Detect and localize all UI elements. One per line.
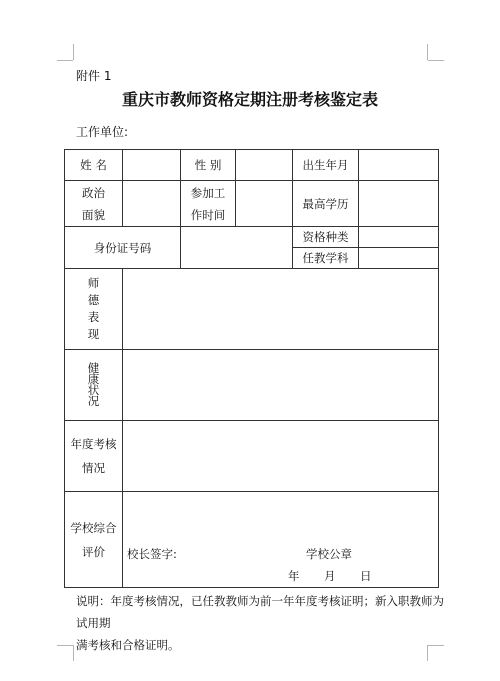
row-school-evaluation (65, 492, 439, 588)
row-ethics (65, 269, 439, 350)
ethics-char: 德 (87, 293, 100, 307)
explanation-note (76, 590, 446, 656)
health-char: 康 (87, 372, 100, 386)
political-label-line1: 政治 (82, 185, 105, 200)
work-start-value-cell[interactable] (236, 181, 293, 227)
annual-label-line2: 情况 (82, 461, 105, 475)
attachment-label: 附件 1 (76, 69, 112, 83)
annual-content-cell[interactable] (123, 421, 439, 492)
work-unit-label: 工作单位: (76, 125, 129, 139)
ethics-char: 师 (87, 276, 100, 290)
evaluation-label-line2: 评价 (82, 544, 105, 559)
gender-value-cell[interactable] (236, 150, 293, 181)
row-political-education (65, 181, 439, 227)
annual-label-line1: 年度考核 (70, 437, 117, 451)
crop-mark-top-right-h (428, 60, 444, 61)
subject-label: 任教学科 (293, 248, 359, 269)
date-day-label: 日 (360, 569, 372, 583)
gender-label: 性 别 (181, 150, 236, 181)
date-month-label: 月 (324, 569, 336, 583)
crop-mark-bottom-left-h (57, 645, 73, 646)
health-content-cell[interactable] (123, 350, 439, 421)
work-start-label-line2: 作时间 (190, 207, 226, 222)
principal-signature-label: 校长签字: (127, 547, 177, 561)
id-number-value-cell[interactable] (181, 227, 293, 269)
row-id-cert (65, 227, 439, 248)
note-line-2: 满考核和合格证明。 (76, 638, 180, 652)
annual-label-cell (65, 421, 123, 492)
ethics-content-cell[interactable] (123, 269, 439, 350)
crop-mark-top-left-h (57, 60, 73, 61)
health-char: 健 (87, 361, 100, 375)
row-health (65, 350, 439, 421)
appraisal-form-table (64, 149, 439, 588)
birth-label: 出生年月 (293, 150, 359, 181)
crop-mark-top-left (73, 44, 74, 60)
health-char: 状 (87, 383, 100, 397)
education-label: 最高学历 (293, 181, 359, 227)
cert-type-label: 资格种类 (293, 227, 359, 248)
work-start-label-cell (181, 181, 236, 227)
work-start-label-line1: 参加工 (190, 185, 226, 200)
name-value-cell[interactable] (123, 150, 181, 181)
evaluation-content-cell[interactable] (123, 492, 439, 588)
evaluation-label-line1: 学校综合 (70, 520, 117, 535)
evaluation-label-cell (65, 492, 123, 588)
subject-value-cell[interactable] (359, 248, 439, 269)
political-label-line2: 面貌 (82, 207, 105, 222)
date-year-label: 年 (288, 569, 300, 583)
ethics-char: 现 (87, 327, 100, 341)
political-value-cell[interactable] (123, 181, 181, 227)
document-title: 重庆市教师资格定期注册考核鉴定表 (121, 90, 378, 109)
education-value-cell[interactable] (359, 181, 439, 227)
id-number-label: 身份证号码 (65, 227, 181, 269)
health-label-cell (65, 350, 123, 421)
row-basic-info (65, 150, 439, 181)
crop-mark-top-right (427, 44, 428, 60)
row-annual-review (65, 421, 439, 492)
crop-mark-bottom-left (73, 645, 74, 661)
health-char: 况 (87, 394, 100, 408)
note-line-1: 说明：年度考核情况，已任教教师为前一年年度考核证明；新入职教师为试用期 (76, 594, 444, 630)
school-seal-label: 学校公章 (306, 547, 352, 561)
ethics-char: 表 (87, 310, 100, 324)
name-label: 姓 名 (65, 150, 123, 181)
political-label-cell (65, 181, 123, 227)
ethics-label-cell (65, 269, 123, 350)
cert-type-value-cell[interactable] (359, 227, 439, 248)
birth-value-cell[interactable] (359, 150, 439, 181)
